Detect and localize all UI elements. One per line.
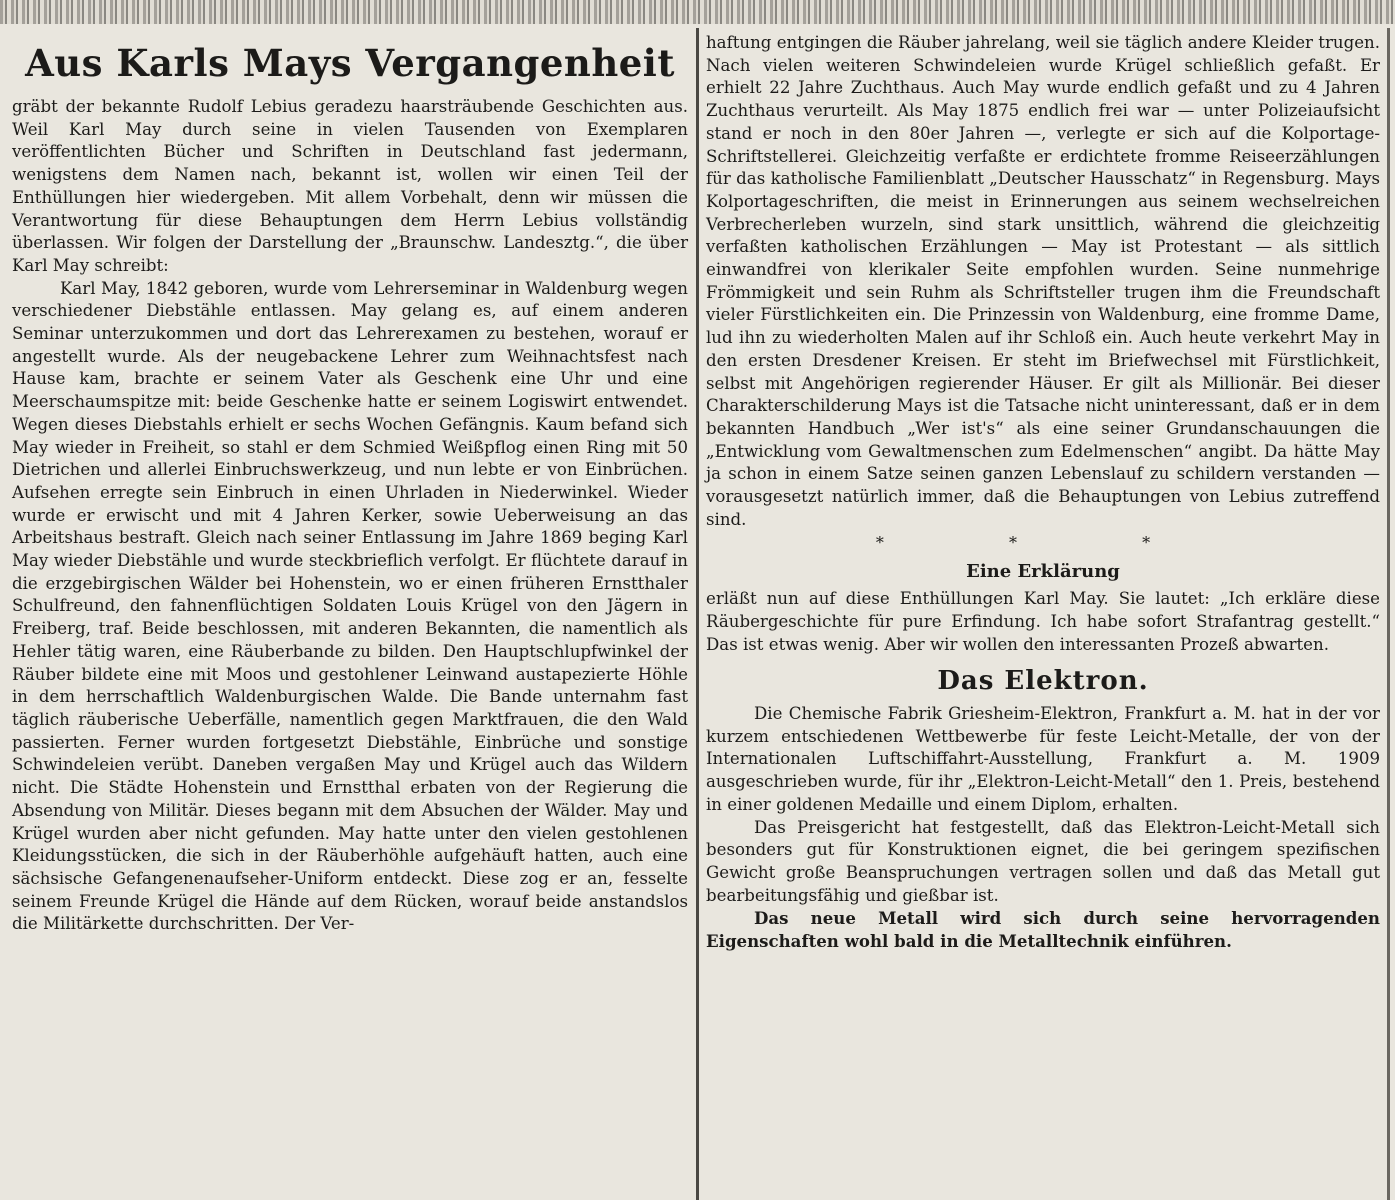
erklaerung-body: erläßt nun auf diese Enthüllungen Karl May. Sie lautet: „Ich erkläre diese Räubergeschichte für pure Erfindung. Ich habe sofort Strafantrag gestellt.“ Das ist etwas wenig. Aber wir wollen den interessanten Prozeß abwarten. [706, 589, 1380, 654]
article-intro: gräbt der bekannte Rudolf Lebius geradezu haarsträubende Geschichten aus. Weil Karl May durch seine in vielen Tausenden von Exemplaren veröffentlichten Bücher und Schriften in Deutschland fast jedermann, wenigstens dem Namen nach, bekannt ist, wollen wir einen Teil der Enthüllungen hier wiedergeben. Mit allem Vorbehalt, denn wir müssen die Verantwortung für diese Behauptungen dem Herrn Lebius vollständig überlassen. Wir folgen der Darstellung der „Braunschw. Landesztg.“, die über Karl May schreibt: [12, 97, 688, 275]
right-edge-rule [1387, 28, 1390, 1200]
left-column [12, 32, 688, 936]
elektron-title: Das Elektron. [937, 666, 1149, 697]
top-strip-previous-article [0, 0, 1395, 24]
elektron-paragraph-3: Das neue Metall wird sich durch seine hervorragenden Eigenschaften wohl bald in die Metalltechnik einführen. [706, 908, 1380, 952]
elektron-paragraph-1: Die Chemische Fabrik Griesheim-Elektron, Frankfurt a. M. hat in der vor kurzem entschiedenen Wettbewerbe für feste Leicht-Metalle, der von der Internationalen Luftschiffahrt-Ausstellung, Frankfurt a. M. 1909 ausgeschrieben wurde, für ihr „Elektron-Leicht-Metall“ den 1. Preis, bestehend in einer goldenen Medaille und einem Diplom, erhalten. [706, 703, 1380, 814]
article-body: Karl May, 1842 geboren, wurde vom Lehrerseminar in Waldenburg wegen verschiedener Diebstähle entlassen. May gelang es, auf einem anderen Seminar unterzukommen und dort das Lehrerexamen zu bestehen, worauf er angestellt wurde. Als der neugebackene Lehrer zum Weihnachtsfest nach Hause kam, brachte er seinem Vater als Geschenk eine Uhr und eine Meerschaumspitze mit: beide Geschenke hatte er seinem Logiswirt entwendet. Wegen dieses Diebstahls erhielt er sechs Wochen Gefängnis. Kaum befand sich May wieder in Freiheit, so stahl er dem Schmied Weißpflog einen Ring mit 50 Dietrichen und allerlei Einbruchswerkzeug, und nun lebte er von Einbrüchen. Aufsehen erregte sein Einbruch in einen Uhrladen in Niederwinkel. Wieder wurde er erwischt und mit 4 Jahren Kerker, sowie Ueberweisung an das Arbeitshaus bestraft. Gleich nach seiner Entlassung im Jahre 1869 beging Karl May wieder Diebstähle und wurde steckbrieflich verfolgt. Er flüchtete darauf in die erzgebirgischen Wälder bei Hohenstein, wo er einen früheren Ernstthaler Schulfreund, den fahnenflüchtigen Soldaten Louis Krügel von den Jägern in Freiberg, traf. Beide beschlossen, mit anderen Bekannten, die namentlich als Hehler tätig waren, eine Räuberbande zu bilden. Den Hauptschlupfwinkel der Räuber bildete eine mit Moos und gestohlener Leinwand austapezierte Höhle in dem herrschaftlich Waldenburgischen Walde. Die Bande unternahm fast täglich räuberische Ueberfälle, namentlich gegen Marktfrauen, die den Wald passierten. Ferner wurden fortgesetzt Diebstähle, Einbrüche und sonstige Schwindeleien verübt. Daneben vergaßen May und Krügel auch das Wildern nicht. Die Städte Hohenstein und Ernstthal erbaten von der Regierung die Absendung von Militär. Dieses begann mit dem Absuchen der Wälder. May und Krügel wurden aber nicht gefunden. May hatte unter den vielen gestohlenen Kleidungsstücken, die sich in der Räuberhöhle aufgehäuft hatten, auch eine sächsische Gefangenenaufseher-Uniform entdeckt. Diese zog er an, fesselte seinem Freunde Krügel die Hände auf dem Rücken, worauf beide anstandslos die Militärkette durchschritten. Der Ver- [12, 278, 688, 934]
elektron-paragraph-2: Das Preisgericht hat festgestellt, daß das Elektron-Leicht-Metall sich besonders gut für Konstruktionen eignet, die bei geringem spezifischen Gewicht große Beanspruchungen vertragen sollen und daß das Metall gut bearbeitungsfähig und gießbar ist. [706, 817, 1380, 905]
right-column [706, 32, 1380, 953]
column-divider [696, 28, 699, 1200]
article-continuation: haftung entgingen die Räuber jahrelang, weil sie täglich andere Kleider trugen. Nach vielen weiteren Schwindeleien wurde Krügel schließlich gefaßt. Er erhielt 22 Jahre Zuchthaus. Auch May wurde endlich gefaßt und zu 4 Jahren Zuchthaus verurteilt. Als May 1875 endlich frei war — unter Polizeiaufsicht stand er noch in den 80er Jahren —, verlegte er sich auf die Kolportage-Schriftstellerei. Gleichzeitig verfaßte er erdichtete fromme Reiseerzählungen für das katholische Familienblatt „Deutscher Hausschatz“ in Regensburg. Mays Kolportageschriften, die meist in Erinnerungen aus seinem wechselreichen Verbrecherleben wurzeln, sind stark unsittlich, während die gleichzeitig verfaßten katholischen Erzählungen — May ist Protestant — als sittlich einwandfrei von klerikaler Seite empfohlen wurden. Seine nunmehrige Frömmigkeit und sein Ruhm als Schriftsteller trugen ihm die Freundschaft vieler Fürstlichkeiten ein. Die Prinzessin von Waldenburg, eine fromme Dame, lud ihn zu wiederholten Malen auf ihr Schloß ein. Auch heute verkehrt May in den ersten Dresdener Kreisen. Er steht im Briefwechsel mit Fürstlichkeit, selbst mit Angehörigen regierender Häuser. Er gilt als Millionär. Bei dieser Charakterschilderung Mays ist die Tatsache nicht uninteressant, daß er in dem bekannten Handbuch „Wer ist's“ als eine seiner Grundanschauungen die „Entwicklung vom Gewaltmenschen zum Edelmenschen“ angibt. Da hätte May ja schon in einem Satze seinen ganzen Lebenslauf zu schildern verstanden — vorausgesetzt natürlich immer, daß die Behauptungen von Lebius zutreffend sind. [706, 33, 1380, 529]
section-separator-stars: * * * [875, 533, 1211, 553]
headline: Aus Karls Mays Vergangenheit [25, 41, 675, 85]
erklaerung-title: Eine Erklärung [966, 561, 1120, 583]
